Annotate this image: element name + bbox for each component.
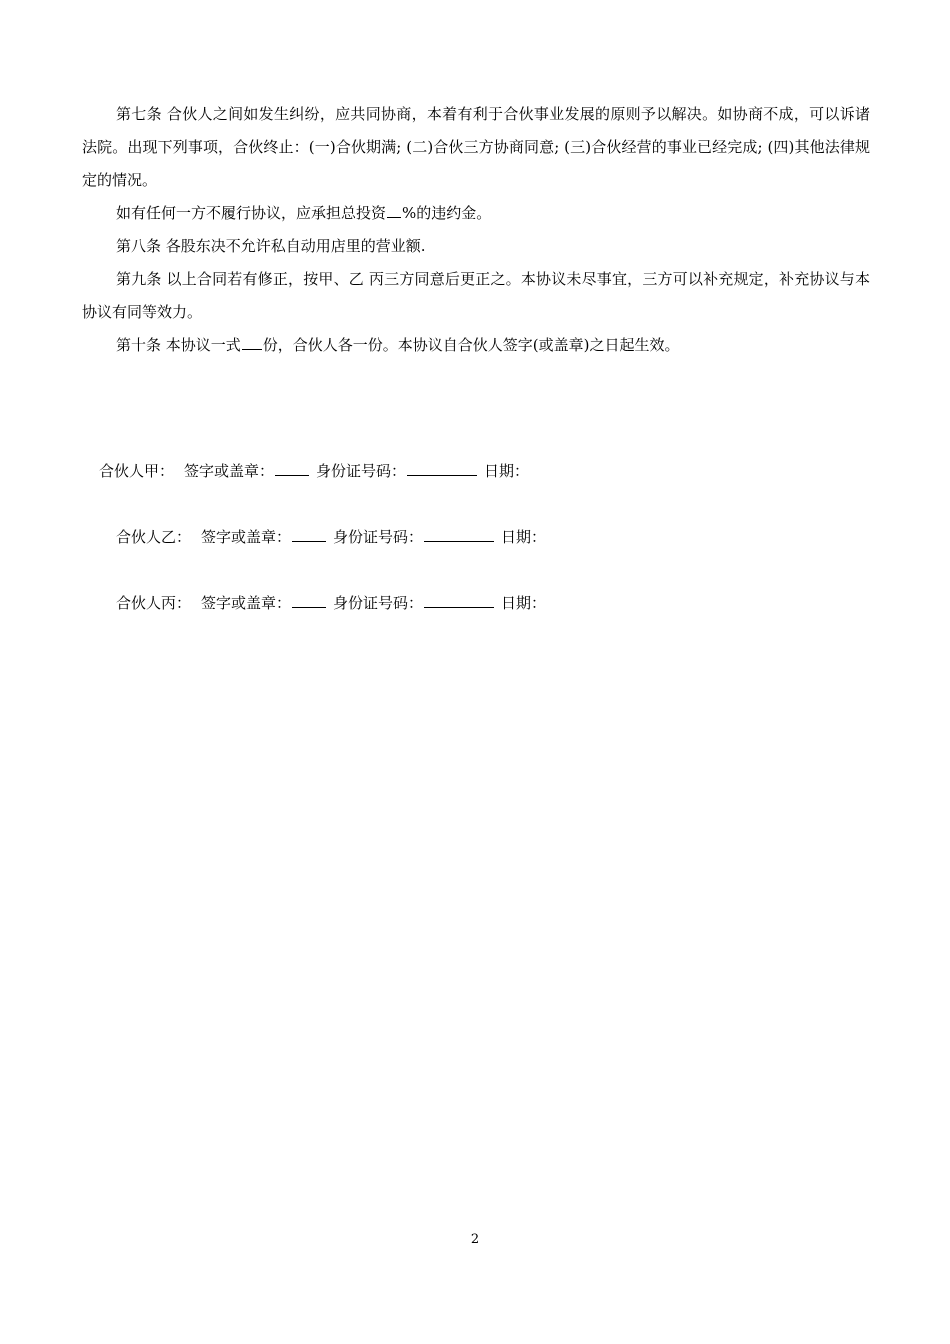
date-label: 日期： xyxy=(484,462,530,480)
signature-blank xyxy=(292,593,326,608)
date-label: 日期： xyxy=(501,528,547,546)
signature-row-partner-c xyxy=(116,591,546,615)
breach-text-prefix: 如有任何一方不履行协议，应承担总投资 xyxy=(116,204,387,222)
article-10-suffix: 份，合伙人各一份。本协议自合伙人签字(或盖章)之日起生效。 xyxy=(262,336,680,354)
agreement-body xyxy=(82,98,870,362)
signature-row-partner-b xyxy=(116,525,546,549)
partner-b-label: 合伙人乙： xyxy=(116,528,192,546)
page-number: 2 xyxy=(470,1232,480,1247)
id-number-blank xyxy=(424,593,494,608)
id-number-blank xyxy=(407,461,477,476)
breach-paragraph xyxy=(82,197,870,230)
signature-row-partner-a xyxy=(99,459,529,483)
signature-blank xyxy=(292,527,326,542)
id-number-blank xyxy=(424,527,494,542)
id-label: 身份证号码： xyxy=(316,462,407,480)
sign-label: 签字或盖章： xyxy=(201,528,292,546)
signature-blank xyxy=(275,461,309,476)
partner-a-label: 合伙人甲： xyxy=(99,462,175,480)
breach-percent-blank xyxy=(387,203,401,218)
article-8-paragraph: 第八条 各股东决不允许私自动用店里的营业额. xyxy=(116,237,426,255)
id-label: 身份证号码： xyxy=(333,594,424,612)
partner-c-label: 合伙人丙： xyxy=(116,594,192,612)
sign-label: 签字或盖章： xyxy=(201,594,292,612)
article-10-paragraph xyxy=(82,329,870,362)
copies-count-blank xyxy=(242,335,262,350)
article-10-prefix: 第十条 本协议一式 xyxy=(116,336,241,354)
id-label: 身份证号码： xyxy=(333,528,424,546)
article-9-paragraph: 第九条 以上合同若有修正，按甲、乙 丙三方同意后更正之。本协议未尽事宜，三方可以补充规定，补充协议与本协议有同等效力。 xyxy=(82,270,870,321)
sign-label: 签字或盖章： xyxy=(184,462,275,480)
breach-text-suffix: %的违约金。 xyxy=(402,204,492,222)
article-7-paragraph: 第七条 合伙人之间如发生纠纷，应共同协商，本着有利于合伙事业发展的原则予以解决。如协商不成，可以诉诸法院。出现下列事项，合伙终止：(一)合伙期满; (二)合伙三方协商同意; (三)合伙经营的事业已经完成; (四)其他法律规定的情况。 xyxy=(82,105,870,189)
date-label: 日期： xyxy=(501,594,547,612)
